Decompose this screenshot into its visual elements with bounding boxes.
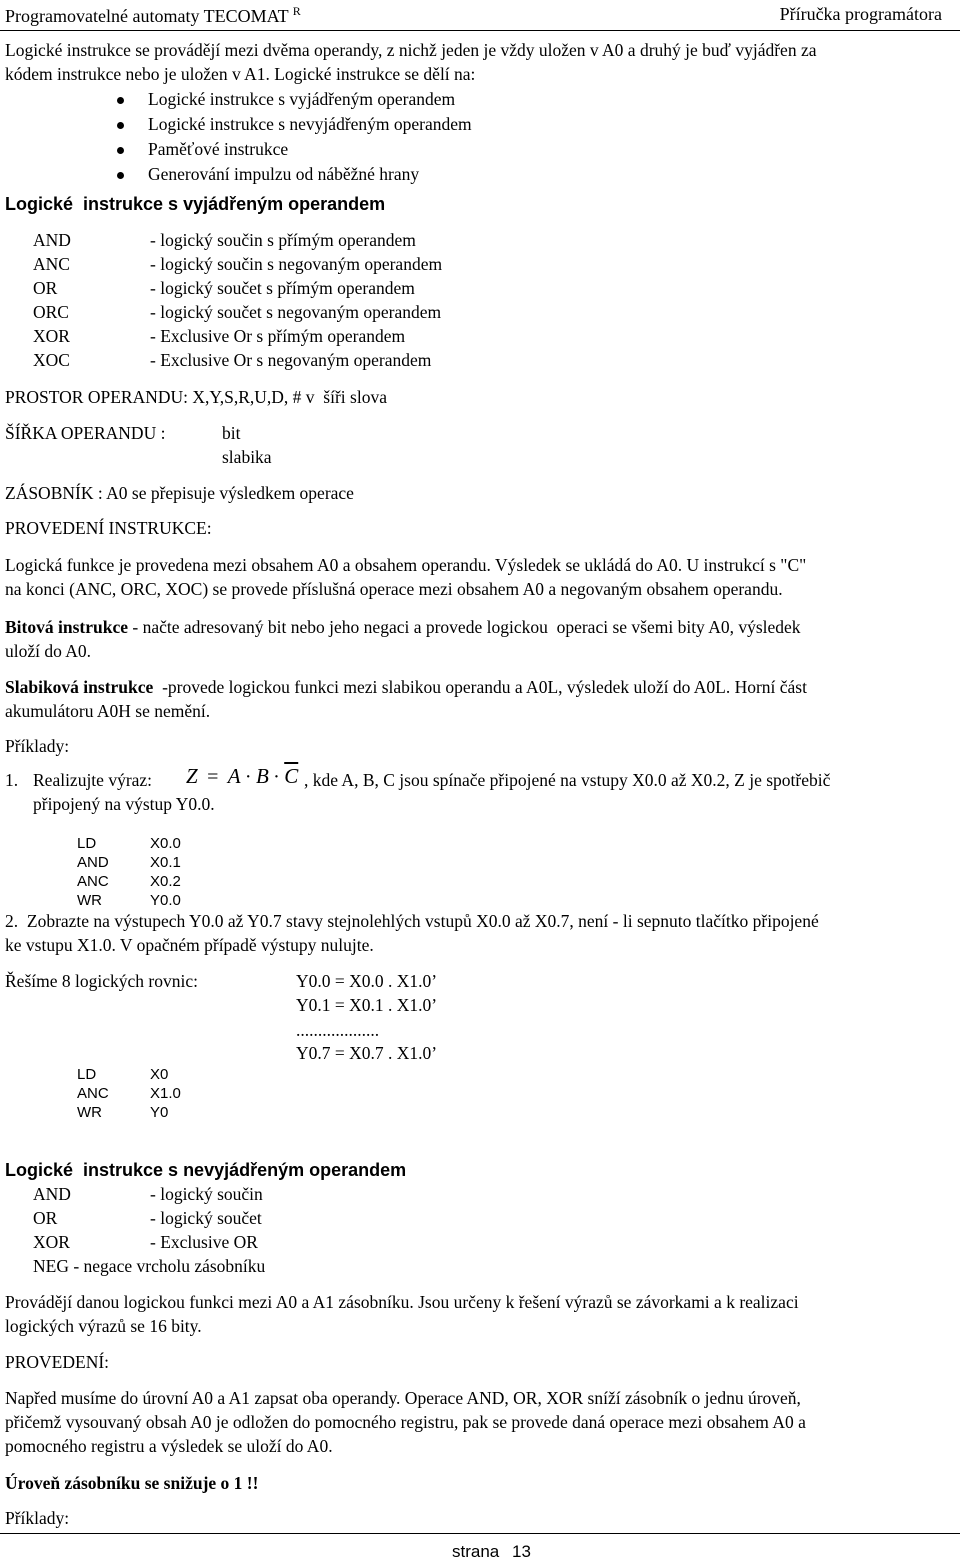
formula-z: Z	[186, 764, 198, 788]
registered-mark: R	[292, 4, 301, 18]
bullet-item: Paměťové instrukce	[148, 139, 289, 159]
example-text: připojený na výstup Y0.0.	[33, 794, 215, 814]
instruction-desc: - Exclusive Or s negovaným operandem	[150, 350, 432, 370]
section2-exec-2: přičemž vysouvaný obsah A0 je odložen do pomocného registru, pak se provede daná operace mezi obsahem A0 a	[5, 1412, 806, 1432]
section2-exec-1: Napřed musíme do úrovní A0 a A1 zapsat oba operandy. Operace AND, OR, XOR sníží zásobník o jednu úroveň,	[5, 1388, 801, 1408]
example2-line-2: ke vstupu X1.0. V opačném případě výstupy nulujte.	[5, 935, 374, 955]
examples-label: Příklady:	[5, 1508, 70, 1528]
instruction-code: AND	[33, 230, 71, 250]
instruction-code: XOR	[33, 326, 70, 346]
byte-instruction-line-2: akumulátoru A0H se nemění.	[5, 701, 211, 721]
formula-eq: =	[207, 766, 219, 788]
example2-line-1: 2. Zobrazte na výstupech Y0.0 až Y0.7 stavy stejnolehlých vstupů X0.0 až X0.7, není - li sepnuto tlačítko připojené	[5, 911, 819, 931]
instruction-desc: - logický součin s přímým operandem	[150, 230, 416, 250]
code-op: ANC	[77, 1085, 109, 1102]
operand-space: PROSTOR OPERANDU: X,Y,S,R,U,D, # v šíři slova	[5, 387, 387, 407]
example-text: Realizujte výraz:	[33, 770, 153, 790]
bit-instruction-text: - načte adresovaný bit nebo jeho negaci a provede logickou operaci se všemi bity A0, výsledek	[128, 617, 801, 637]
code-op: WR	[77, 892, 102, 909]
footer-rule	[0, 1533, 960, 1534]
example-number: 1.	[5, 770, 19, 790]
instruction-desc: - Exclusive OR	[150, 1232, 258, 1252]
instruction-code: OR	[33, 1208, 58, 1228]
formula-a: A	[227, 764, 241, 788]
code-arg: X0.0	[150, 835, 181, 852]
instruction-code: XOC	[33, 350, 70, 370]
execution-text-2: na konci (ANC, ORC, XOC) se provede příslušná operace mezi obsahem A0 a negovaným obsahem operandu.	[5, 579, 783, 599]
byte-instruction-term: Slabiková instrukce	[5, 677, 154, 697]
instruction-desc: - logický součet s přímým operandem	[150, 278, 415, 298]
equation: ...................	[296, 1020, 380, 1040]
intro-line-2: kódem instrukce nebo je uložen v A1. Logické instrukce se dělí na:	[5, 64, 476, 84]
bit-instruction-line-1	[5, 617, 801, 638]
instruction-desc: - logický součin	[150, 1184, 263, 1204]
operand-width-value: slabika	[222, 447, 272, 467]
bullet-item: Generování impulzu od náběžné hrany	[148, 164, 420, 184]
equation: Y0.7 = X0.7 . X1.0’	[296, 1043, 438, 1063]
code-arg: X0	[150, 1066, 169, 1083]
instruction-desc: - logický součet s negovaným operandem	[150, 302, 442, 322]
code-arg: X0.2	[150, 873, 181, 890]
section2-exec-3: pomocného registru a výsledek se uloží do A0.	[5, 1436, 333, 1456]
bullet-dot	[117, 147, 124, 154]
bullet-dot	[117, 122, 124, 129]
code-arg: Y0	[150, 1104, 169, 1121]
instruction-code: XOR	[33, 1232, 70, 1252]
bullet-item: Logické instrukce s vyjádřeným operandem	[148, 89, 456, 109]
instruction-code: AND	[33, 1184, 71, 1204]
execution-label: PROVEDENÍ INSTRUKCE:	[5, 518, 212, 538]
instruction-code: OR	[33, 278, 58, 298]
code-op: ANC	[77, 873, 109, 890]
execution-label: PROVEDENÍ:	[5, 1352, 110, 1372]
example-text: , kde A, B, C jsou spínače připojené na vstupy X0.0 až X0.2, Z je spotřebič	[304, 770, 831, 790]
formula-c-negated: $\overline{C}$	[284, 764, 299, 788]
code-op: LD	[77, 1066, 97, 1083]
instruction-code: ANC	[33, 254, 70, 274]
formula	[186, 764, 298, 789]
formula-dot: ·	[244, 766, 252, 788]
byte-instruction-line-1	[5, 677, 807, 698]
bullet-item: Logické instrukce s nevyjádřeným operandem	[148, 114, 472, 134]
section-heading: Logické instrukce s nevyjádřeným operandem	[5, 1160, 407, 1180]
instruction-desc: - logický součin s negovaným operandem	[150, 254, 443, 274]
instruction-desc: - Exclusive Or s přímým operandem	[150, 326, 406, 346]
header-title: Programovatelné automaty TECOMAT $^R$	[5, 4, 301, 26]
operand-width-value: bit	[222, 423, 241, 443]
header-subtitle: Příručka programátora	[779, 4, 942, 24]
bit-instruction-term: Bitová instrukce	[5, 617, 128, 637]
page-number	[452, 1542, 531, 1562]
code-op: LD	[77, 835, 97, 852]
stack-info: ZÁSOBNÍK : A0 se přepisuje výsledkem operace	[5, 483, 354, 503]
intro-line-1: Logické instrukce se provádějí mezi dvěma operandy, z nichž jeden je vždy uložen v A0 a druhý je buď vyjádřen za	[5, 40, 817, 60]
byte-instruction-text: -provede logickou funkci mezi slabikou operandu a A0L, výsledek uloží do A0L. Horní část	[153, 677, 807, 697]
equation: Y0.0 = X0.0 . X1.0’	[296, 971, 438, 991]
code-arg: X0.1	[150, 854, 181, 871]
code-op: WR	[77, 1104, 102, 1121]
code-op: AND	[77, 854, 109, 871]
section2-text-1: Provádějí danou logickou funkci mezi A0 a A1 zásobníku. Jsou určeny k řešení výrazů se závorkami a k realizaci	[5, 1292, 799, 1312]
formula-dot: ·	[273, 766, 280, 788]
page-label: strana	[452, 1542, 500, 1561]
stack-level-note: Úroveň zásobníku se snižuje o 1 !!	[5, 1473, 259, 1493]
bit-instruction-line-2: uloží do A0.	[5, 641, 92, 661]
examples-label: Příklady:	[5, 736, 70, 756]
header-rule	[0, 30, 960, 31]
formula-b: B	[255, 764, 269, 788]
bullet-dot	[117, 97, 124, 104]
bullet-dot	[117, 172, 124, 179]
equation: Y0.1 = X0.1 . X1.0’	[296, 995, 438, 1015]
code-arg: X1.0	[150, 1085, 181, 1102]
neg-instruction: NEG - negace vrcholu zásobníku	[33, 1256, 266, 1276]
instruction-desc: - logický součet	[150, 1208, 262, 1228]
page-value: 13	[511, 1542, 531, 1561]
execution-text-1: Logická funkce je provedena mezi obsahem A0 a obsahem operandu. Výsledek se ukládá do A0. U instrukcí s "C"	[5, 555, 807, 575]
section-heading: Logické instrukce s vyjádřeným operandem	[5, 194, 386, 214]
instruction-code: ORC	[33, 302, 69, 322]
code-arg: Y0.0	[150, 892, 181, 909]
operand-width-label: ŠÍŘKA OPERANDU :	[5, 423, 166, 443]
equations-label: Řešíme 8 logických rovnic:	[5, 971, 198, 991]
section2-text-2: logických výrazů se 16 bity.	[5, 1316, 202, 1336]
